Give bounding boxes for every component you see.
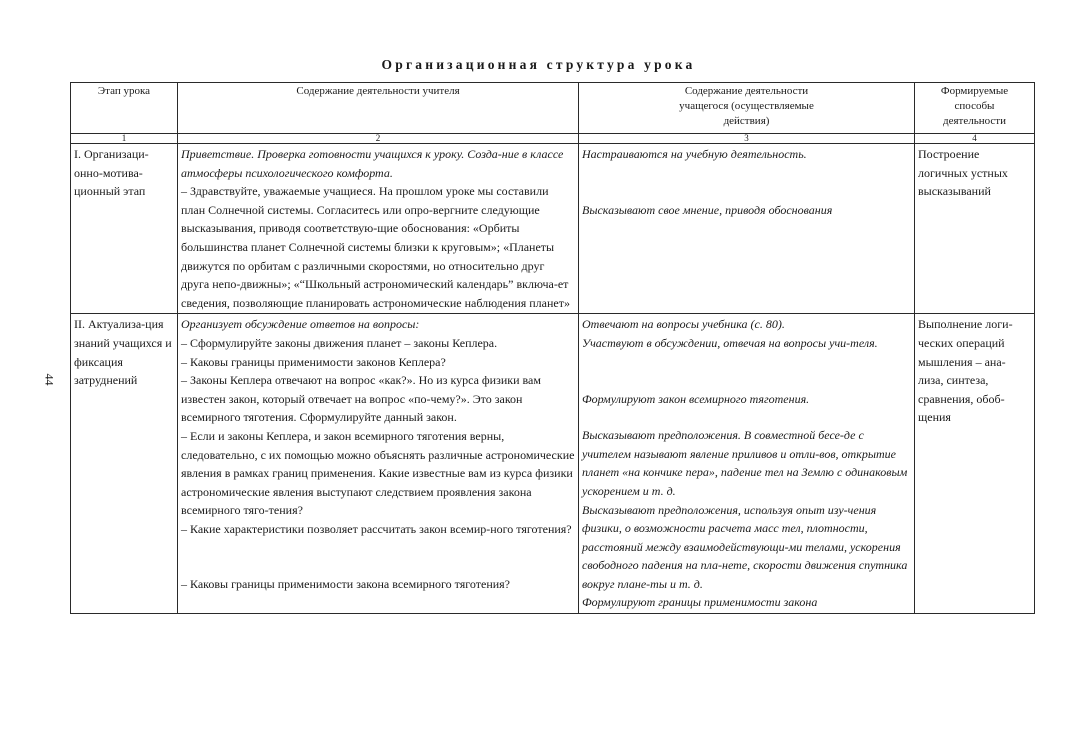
table-row bbox=[71, 144, 1035, 314]
skills-cell: Выполнение логи-ческих операций мышления – ана-лиза, синтеза, сравнения, обоб-щения bbox=[915, 314, 1035, 614]
column-number: 3 bbox=[579, 134, 915, 144]
header-stage: Этап урока bbox=[71, 83, 178, 134]
header-row bbox=[71, 83, 1035, 134]
column-number: 1 bbox=[71, 134, 178, 144]
lesson-structure-table bbox=[70, 82, 1035, 614]
header-skills bbox=[915, 83, 1035, 134]
student-text: Отвечают на вопросы учебника (с. 80). bbox=[582, 317, 785, 332]
page-title: Организационная структура урока bbox=[381, 57, 696, 72]
teacher-intro: Приветствие. Проверка готовности учащихся к уроку. Созда-ние в классе атмосферы психологического комфорта. bbox=[181, 147, 564, 180]
stage-cell: II. Актуализа-ция знаний учащихся и фиксация затруднений bbox=[71, 314, 178, 614]
teacher-text: – Сформулируйте законы движения планет – законы Кеплера. bbox=[181, 335, 498, 350]
student-activity-cell bbox=[579, 144, 915, 314]
column-number: 2 bbox=[178, 134, 579, 144]
student-activity-cell bbox=[579, 314, 915, 614]
teacher-text: – Каковы границы применимости законов Кеплера? bbox=[181, 354, 446, 369]
header-teacher-activity: Содержание деятельности учителя bbox=[178, 83, 579, 134]
teacher-text: – Какие характеристики позволяет рассчитать закон всемир-ного тяготения? bbox=[181, 521, 572, 536]
student-text: Настраиваются на учебную деятельность. bbox=[582, 147, 807, 161]
header-skills-text: Формируемые способы деятельности bbox=[940, 85, 1009, 127]
student-text: Формулируют закон всемирного тяготения. bbox=[582, 391, 810, 406]
teacher-text: – Если и законы Кеплера, и закон всемирного тяготения верны, следовательно, с их помощью можно объяснять различные астрономические явления в рамках границ применения. Какие известные вам из курса физики астрономические явления выступают следствием проявления закона всемирного тяго-тения? bbox=[181, 428, 575, 518]
student-text: Высказывают предположения. В совместной бесе-де с учителем называют явление приливов и отли-вов, открытие планет «на кончике пера», падение тел на Землю с одинаковым ускорением и т. д. bbox=[582, 428, 908, 498]
header-student-activity-text: Содержание деятельности учащегося (осуществляемые действия) bbox=[679, 85, 814, 127]
student-text: Высказывают предположения, используя опыт изу-чения физики, о возможности расчета масс тел, плотности, расстояний между взаимодействующи-ми телами, ускорения свободного падения на пла-нете, скорости движения спутника вокруг плане-ты и т. д. bbox=[582, 502, 908, 591]
student-text: Участвуют в обсуждении, отвечая на вопросы учи-теля. bbox=[582, 335, 878, 350]
teacher-intro: Организует обсуждение ответов на вопросы: bbox=[181, 317, 420, 332]
skills-cell: Построение логичных устных высказываний bbox=[915, 144, 1035, 314]
table-row bbox=[71, 314, 1035, 614]
teacher-text: – Каковы границы применимости закона всемирного тяготения? bbox=[181, 577, 511, 592]
page-number: 44 bbox=[42, 373, 57, 386]
teacher-activity-cell bbox=[178, 314, 579, 614]
header-student-activity bbox=[579, 83, 915, 134]
stage-cell: I. Организаци-онно-мотива-ционный этап bbox=[71, 144, 178, 314]
teacher-text: – Здравствуйте, уважаемые учащиеся. На прошлом уроке мы составили план Солнечной системы. Согласитесь или опро-вергните следующие высказывания, приводя соответствую-щие обоснования: «Орбиты большинства планет Солнечной системы близки к круговым»; «Планеты движутся по орбитам с различными скоростями, но относительно друг друга непо-движны»; «“Школьный астрономический календарь” включа-ет сведения, позволяющие планировать астрономические наблюдения планет» bbox=[181, 184, 570, 310]
column-number-row bbox=[71, 134, 1035, 144]
teacher-text: – Законы Кеплера отвечают на вопрос «как?». Но из курса физики вам известен закон, который отвечает на вопрос «по-чему?». Это закон всемирного тяготения. Сформулируйте данный закон. bbox=[181, 373, 541, 425]
teacher-activity-cell bbox=[178, 144, 579, 314]
column-number: 4 bbox=[915, 134, 1035, 144]
student-text: Формулируют границы применимости закона bbox=[582, 595, 818, 610]
student-text: Высказывают свое мнение, приводя обоснования bbox=[582, 202, 833, 217]
